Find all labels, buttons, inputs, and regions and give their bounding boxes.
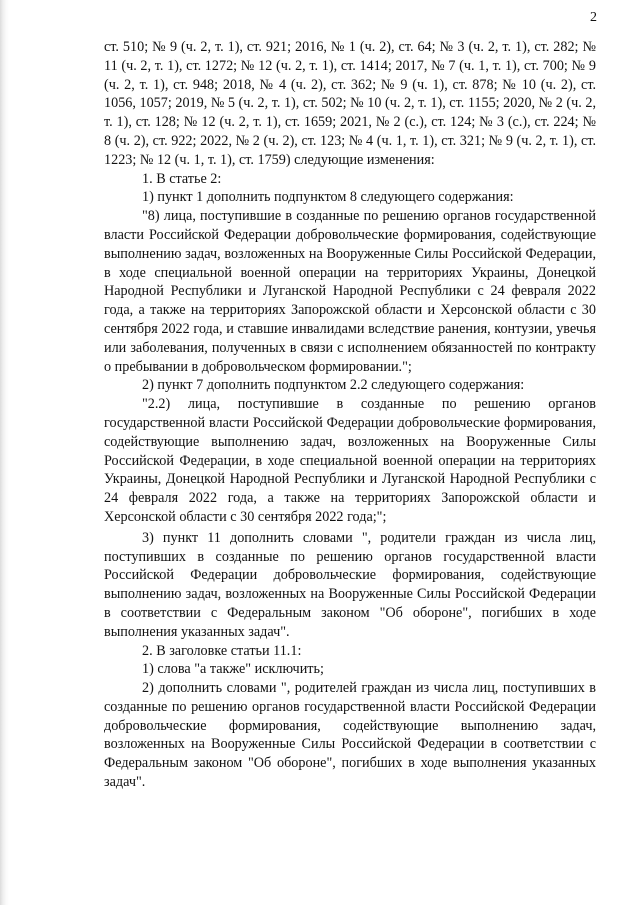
paragraph-item-1-article-2: 1. В статье 2: [142, 170, 222, 187]
paragraph-subitem-2-add: 2) дополнить словами ", родителей граждан из числа лиц, поступивших в созданные по решению органов государственной власти Российской Федерации добровольческие формирования, содействующие выполнению задач, возложенных на Вооруженные Силы Российской Федерации в соответствии с Федеральным законом "Об обороне", погибших в ходе выполнения указанных задач". [104, 680, 596, 791]
paragraph-quote-2-2: "2.2) лица, поступившие в созданные по решению органов государственной власти Российской Федерации добровольческие формирования, содействующие выполнению задач, возложенных на Вооруженные Силы Российской Федерации, в ходе специальной военной операции на территориях Украины, Донецкой Народной Республики и Луганской Народной Республики с 24 февраля 2022 года, а также на территориях Запорожской области и Херсонской области с 30 сентября 2022 года;"; [104, 396, 596, 525]
paragraph-quote-8: "8) лица, поступившие в созданные по решению органов государственной власти Российской Федерации добровольческие формирования, содействующие выполнению задач, возложенных на Вооруженные Силы Российской Федерации, в ходе специальной военной операции на территориях Украины, Донецкой Народной Республики и Луганской Народной Республики с 24 февраля 2022 года, а также на территориях Запорожской области и Херсонской области с 30 сентября 2022 года, и ставшие инвалидами вследствие ранения, контузии, увечья или заболевания, полученных в связи с исполнением обязанностей по контракту о пребывании в добровольческом формировании."; [104, 208, 596, 375]
paragraph-subitem-1-exclude: 1) слова "а также" исключить; [142, 661, 324, 678]
scan-edge-shadow [0, 0, 9, 905]
paragraph-item-2-article-11-1: 2. В заголовке статьи 11.1: [142, 642, 302, 659]
paragraph-subitem-3: 3) пункт 11 дополнить словами ", родители граждан из числа лиц, поступивших в созданные по решению органов государственной власти Российской Федерации добровольческие формирования, содействующие выполнению задач, возложенных на Вооруженные Силы Российской Федерации в соответствии с Федеральным законом "Об обороне", погибших в ходе выполнения указанных задач". [104, 529, 596, 640]
paragraph-subitem-1: 1) пункт 1 дополнить подпунктом 8 следующего содержания: [142, 189, 514, 206]
document-body [104, 38, 596, 792]
paragraph-subitem-2: 2) пункт 7 дополнить подпунктом 2.2 следующего содержания: [142, 377, 525, 394]
paragraph-citations: ст. 510; № 9 (ч. 2, т. 1), ст. 921; 2016, № 1 (ч. 2), ст. 64; № 3 (ч. 2, т. 1), ст. 282; № 11 (ч. 2, т. 1), ст. 1272; № 12 (ч. 2, т. 1), ст. 1414; 2017, № 7 (ч. 1, т. 1), ст. 700; № 9 (ч. 2, т. 1), ст. 948; 2018, № 4 (ч. 2), ст. 362; № 9 (ч. 1), ст. 878; № 10 (ч. 2), ст. 1056, 1057; 2019, № 5 (ч. 2, т. 1), ст. 502; № 10 (ч. 2, т. 1), ст. 1155; 2020, № 2 (ч. 2, т. 1), ст. 128; № 12 (ч. 2, т. 1), ст. 1659; 2021, № 2 (с.), ст. 124; № 3 (с.), ст. 224; № 8 (ч. 2), ст. 922; 2022, № 2 (ч. 2), ст. 123; № 4 (ч. 1, т. 1), ст. 321; № 9 (ч. 2, т. 1), ст. 1223; № 12 (ч. 1, т. 1), ст. 1759) следующие изменения: [104, 39, 596, 168]
page-number: 2 [590, 10, 597, 25]
